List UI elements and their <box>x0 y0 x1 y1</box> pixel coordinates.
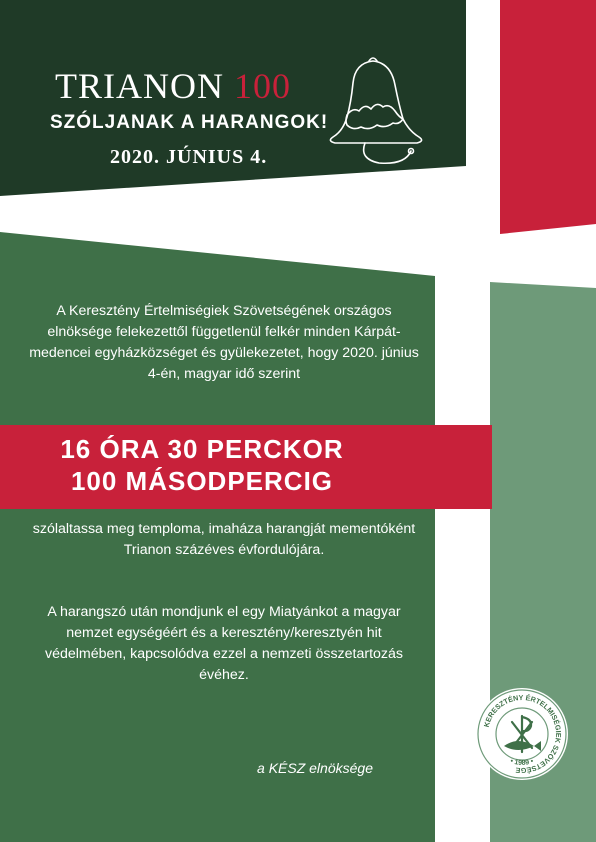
header <box>0 0 596 230</box>
prayer-paragraph: A harangszó után mondjunk el egy Miatyánkot a magyar nemzet egységéért és a keresztény/keresztyén hit védelmében, kapcsolódva ezzel a nemzeti összetartozás évéhez. <box>44 604 404 683</box>
event-date: 2020. JÚNIUS 4. <box>110 146 268 168</box>
bell-icon <box>325 55 435 175</box>
banner-time: 16 ÓRA 30 PERCKOR <box>60 434 344 464</box>
title-number: 100 <box>233 66 291 106</box>
chi-rho-fish-logo-icon <box>474 686 570 782</box>
request-paragraph: szólaltassa meg temploma, imaháza harangját mementóként Trianon százéves évfordulójára. <box>32 521 416 558</box>
logo-year: • 1989 • <box>509 757 535 767</box>
intro-paragraph: A Keresztény Értelmiségiek Szövetségének országos elnöksége felekezettől függetlenül felkér minden Kárpát-medencei egyházközséget és gyülekezetet, hogy 2020. június 4-én, magyar idő szerint <box>29 303 419 382</box>
subtitle: SZÓLJANAK A HARANGOK! <box>50 112 329 133</box>
banner-duration: 100 MÁSODPERCIG <box>70 466 334 496</box>
title-main: TRIANON <box>55 66 224 106</box>
page-title <box>55 66 291 106</box>
signature: a KÉSZ elnöksége <box>257 760 373 776</box>
logo-ring-text: KERESZTÉNY ÉRTELMISÉGIEK SZÖVETSÉGE <box>481 692 564 776</box>
